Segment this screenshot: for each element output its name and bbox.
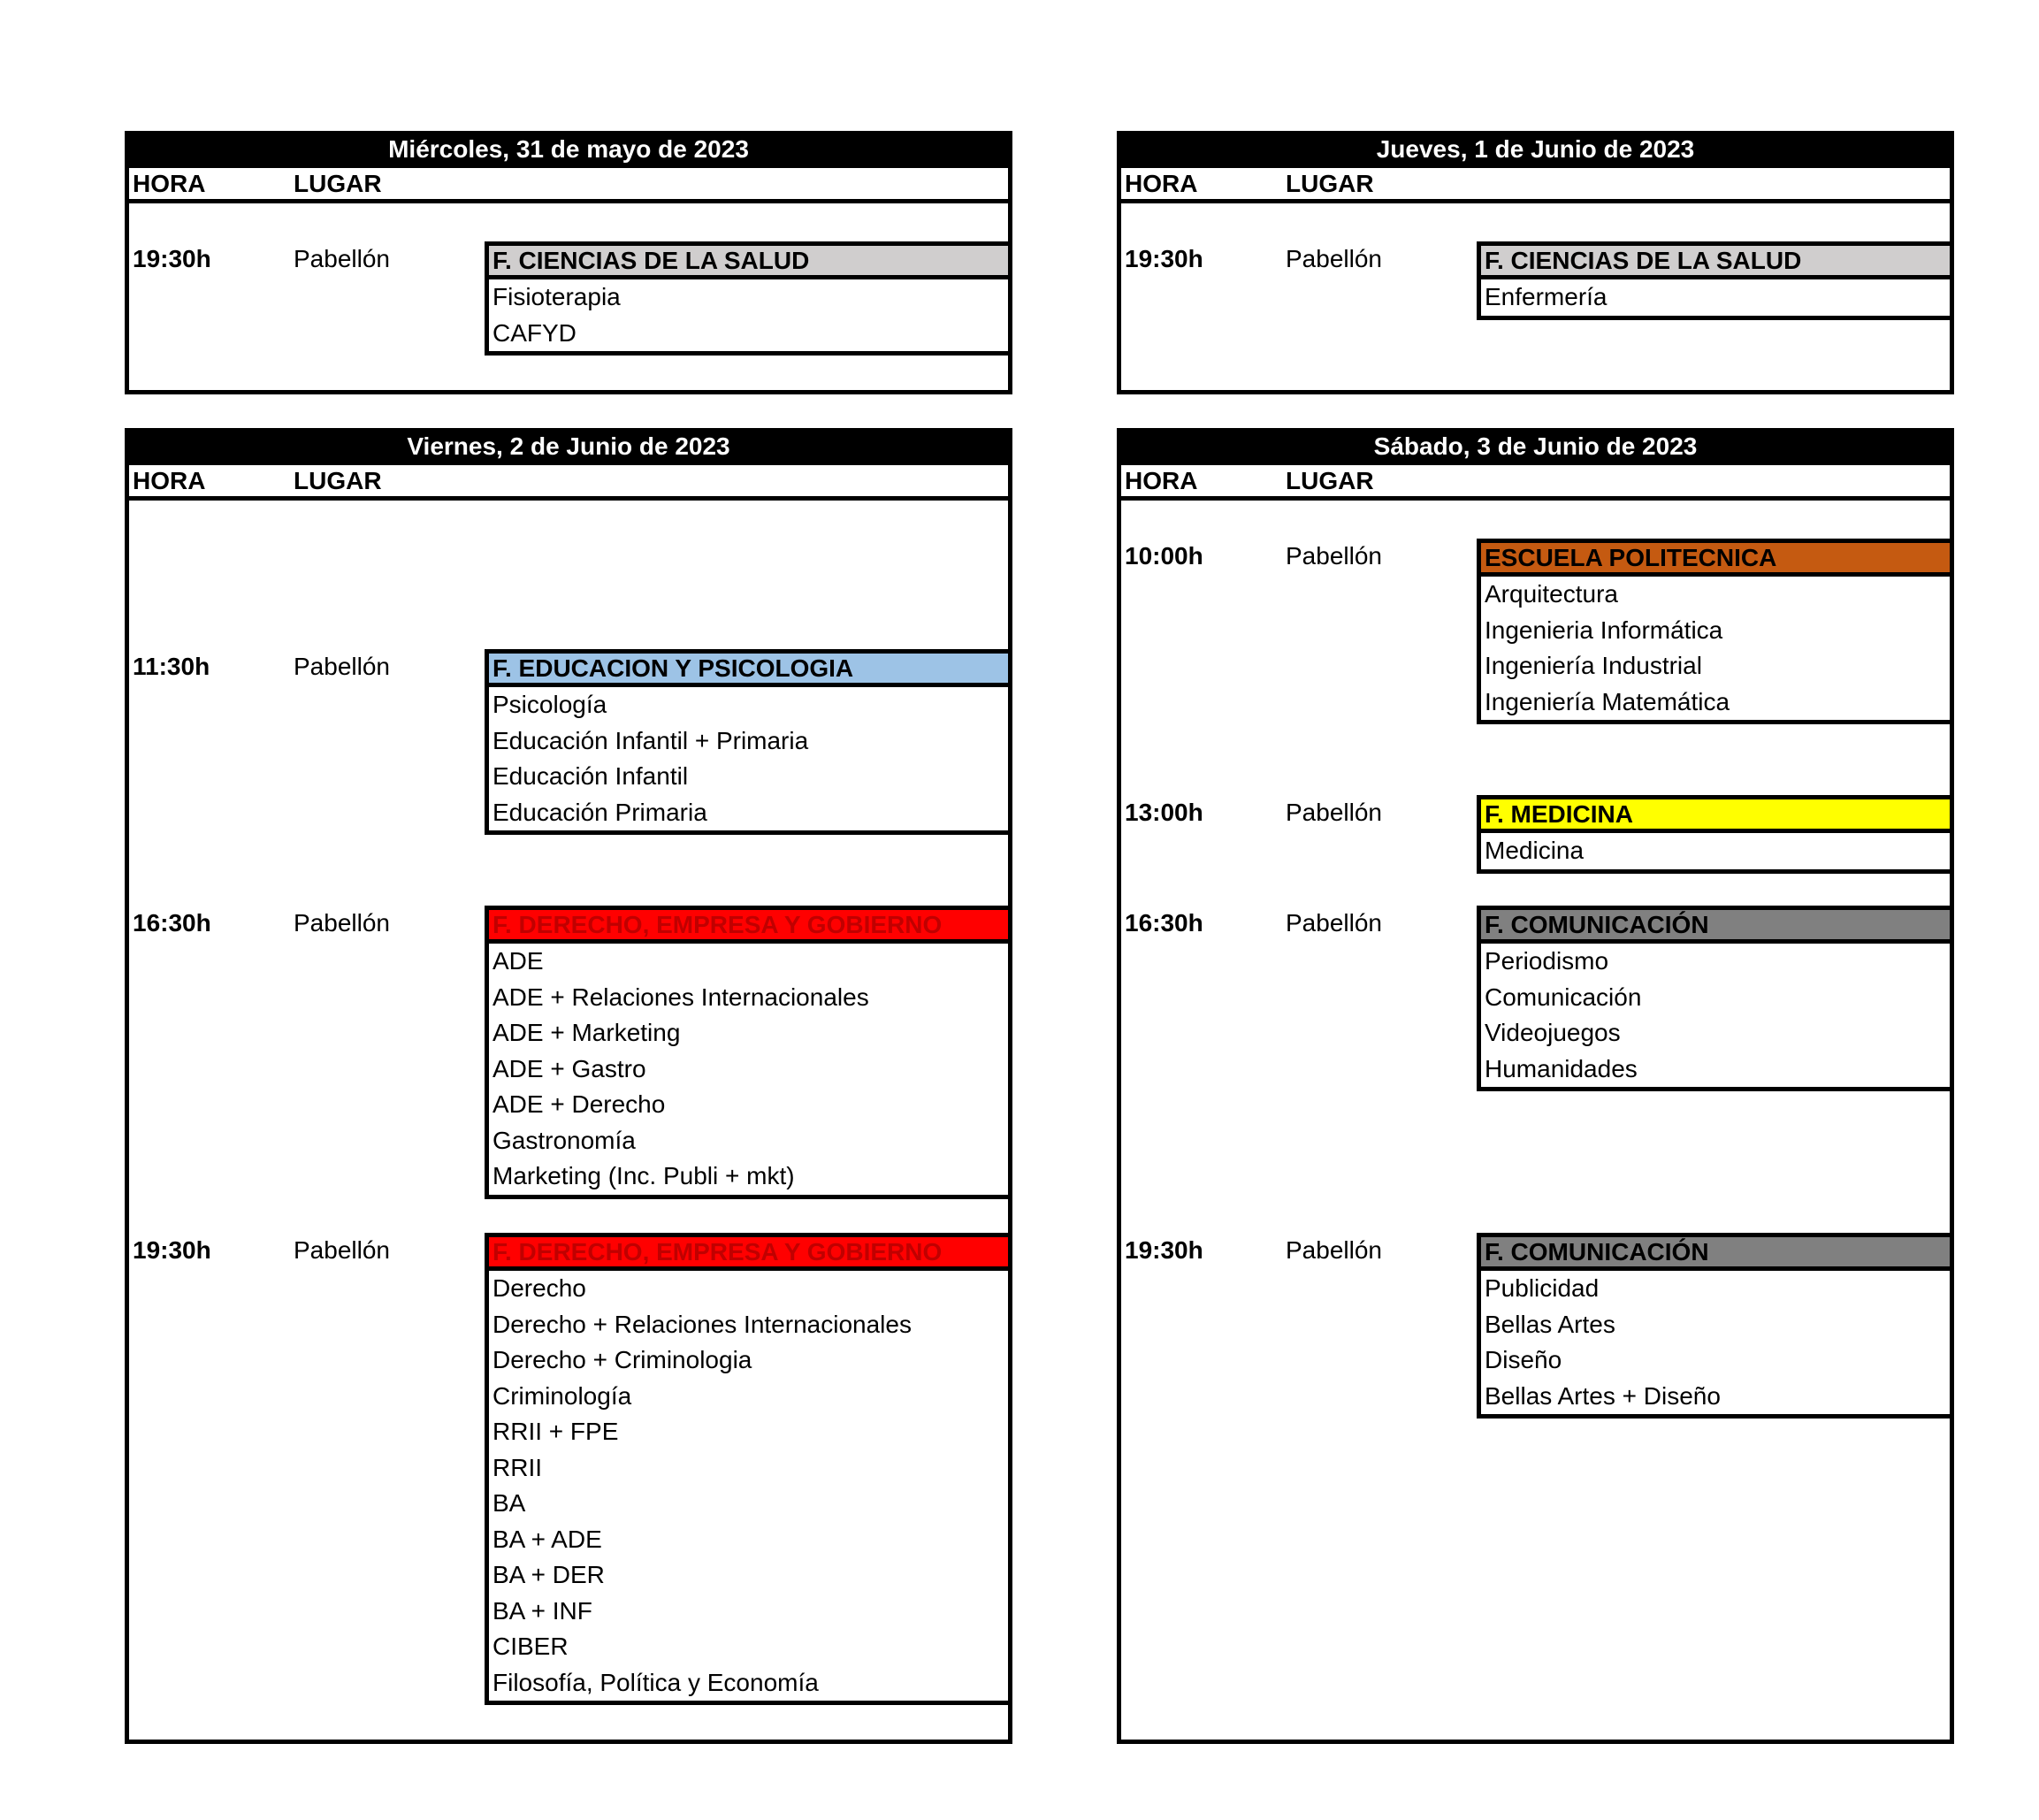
faculty-box [1477, 241, 1954, 320]
session-time: 13:00h [1125, 799, 1203, 826]
hora-header: HORA [1125, 170, 1198, 197]
lugar-header: LUGAR [1286, 170, 1374, 197]
degree-item: BA + INF [493, 1596, 592, 1625]
degree-list [489, 1271, 1008, 1701]
session-place: Pabellón [294, 909, 390, 937]
degree-item: Medicina [1485, 837, 1585, 864]
faculty-name: F. CIENCIAS DE LA SALUD [489, 246, 1008, 279]
degree-item: Educación Infantil + Primaria [493, 726, 809, 754]
degree-item: Criminología [493, 1381, 632, 1410]
faculty-box [1477, 795, 1954, 874]
session-time: 16:30h [133, 909, 211, 937]
degree-item: Educación Primaria [493, 798, 707, 826]
session-time: 10:00h [1125, 542, 1203, 570]
column-header [129, 168, 1008, 203]
faculty-box [485, 649, 1012, 835]
degree-item: Educación Infantil [493, 762, 689, 790]
lugar-header: LUGAR [294, 467, 382, 494]
degree-item: Publicidad [1485, 1274, 1600, 1302]
degree-list [489, 687, 1008, 830]
degree-item: Videojuegos [1485, 1019, 1621, 1046]
degree-item: ADE + Marketing [493, 1019, 681, 1046]
degree-list [489, 279, 1008, 351]
session-place: Pabellón [1286, 245, 1382, 272]
faculty-box [1477, 539, 1954, 724]
session-place: Pabellón [1286, 909, 1382, 937]
session-time: 11:30h [133, 653, 210, 680]
session-time: 16:30h [1125, 909, 1203, 937]
degree-item: Ingeniería Industrial [1485, 652, 1702, 679]
degree-item: CIBER [493, 1633, 569, 1660]
session-place: Pabellón [1286, 799, 1382, 826]
session-place: Pabellón [294, 245, 390, 272]
degree-item: Filosofía, Política y Economía [493, 1668, 819, 1696]
degree-item: Enfermería [1485, 283, 1608, 310]
lugar-header: LUGAR [294, 170, 382, 197]
day-title: Miércoles, 31 de mayo de 2023 [125, 131, 1012, 168]
degree-item: Derecho + Criminologia [493, 1346, 752, 1373]
faculty-box [1477, 906, 1954, 1091]
degree-item: BA + ADE [493, 1525, 602, 1553]
faculty-name: F. EDUCACION Y PSICOLOGIA [489, 654, 1008, 687]
degree-item: Gastronomía [493, 1126, 636, 1154]
session-time: 19:30h [133, 1236, 211, 1264]
degree-item: Derecho + Relaciones Internacionales [493, 1310, 912, 1338]
session-time: 19:30h [1125, 245, 1203, 272]
degree-list [489, 944, 1008, 1195]
degree-item: ADE + Relaciones Internacionales [493, 983, 869, 1011]
degree-item: Ingenieria Informática [1485, 616, 1723, 644]
degree-item: Fisioterapia [493, 283, 621, 310]
degree-item: Ingeniería Matemática [1485, 687, 1730, 715]
degree-item: CAFYD [493, 318, 577, 347]
degree-item: RRII [493, 1453, 542, 1481]
degree-item: Diseño [1485, 1346, 1562, 1373]
session-time: 19:30h [1125, 1236, 1203, 1264]
column-header [129, 465, 1008, 501]
degree-item: Humanidades [1485, 1054, 1638, 1082]
day-title: Viernes, 2 de Junio de 2023 [125, 428, 1012, 465]
session-place: Pabellón [1286, 542, 1382, 570]
hora-header: HORA [133, 170, 206, 197]
column-header [1121, 465, 1950, 501]
degree-item: Bellas Artes + Diseño [1485, 1381, 1721, 1410]
faculty-box [485, 906, 1012, 1199]
hora-header: HORA [133, 467, 206, 494]
degree-item: RRII + FPE [493, 1418, 619, 1445]
degree-item: Marketing (Inc. Publi + mkt) [493, 1162, 795, 1189]
degree-item: BA + DER [493, 1561, 605, 1588]
day-title: Sábado, 3 de Junio de 2023 [1117, 428, 1954, 465]
faculty-box [1477, 1233, 1954, 1419]
degree-item: ADE + Derecho [493, 1090, 666, 1118]
degree-list [1481, 1271, 1950, 1414]
faculty-name: F. MEDICINA [1481, 799, 1950, 833]
degree-item: BA [493, 1489, 526, 1517]
faculty-name: ESCUELA POLITECNICA [1481, 543, 1950, 577]
degree-item: ADE [493, 947, 544, 975]
degree-item: Bellas Artes [1485, 1310, 1615, 1338]
session-time: 19:30h [133, 245, 211, 272]
degree-item: Arquitectura [1485, 580, 1618, 608]
day-title: Jueves, 1 de Junio de 2023 [1117, 131, 1954, 168]
degree-item: Comunicación [1485, 983, 1642, 1011]
degree-item: ADE + Gastro [493, 1054, 646, 1082]
session-place: Pabellón [294, 653, 390, 680]
hora-header: HORA [1125, 467, 1198, 494]
degree-item: Psicología [493, 691, 607, 718]
lugar-header: LUGAR [1286, 467, 1374, 494]
faculty-name: F. CIENCIAS DE LA SALUD [1481, 246, 1950, 279]
degree-list [1481, 833, 1950, 869]
session-place: Pabellón [294, 1236, 390, 1264]
degree-list [1481, 279, 1950, 316]
degree-list [1481, 944, 1950, 1087]
faculty-box [485, 1233, 1012, 1705]
faculty-name: F. COMUNICACIÓN [1481, 1237, 1950, 1271]
faculty-name: F. DERECHO, EMPRESA Y GOBIERNO [489, 1237, 1008, 1271]
faculty-box [485, 241, 1012, 356]
degree-item: Derecho [493, 1274, 586, 1302]
session-place: Pabellón [1286, 1236, 1382, 1264]
column-header [1121, 168, 1950, 203]
day-panel-wednesday [125, 131, 1012, 394]
faculty-name: F. COMUNICACIÓN [1481, 910, 1950, 944]
day-panel-saturday [1117, 428, 1954, 1744]
day-panel-thursday [1117, 131, 1954, 394]
degree-item: Periodismo [1485, 947, 1609, 975]
degree-list [1481, 577, 1950, 720]
faculty-name: F. DERECHO, EMPRESA Y GOBIERNO [489, 910, 1008, 944]
day-panel-friday [125, 428, 1012, 1744]
